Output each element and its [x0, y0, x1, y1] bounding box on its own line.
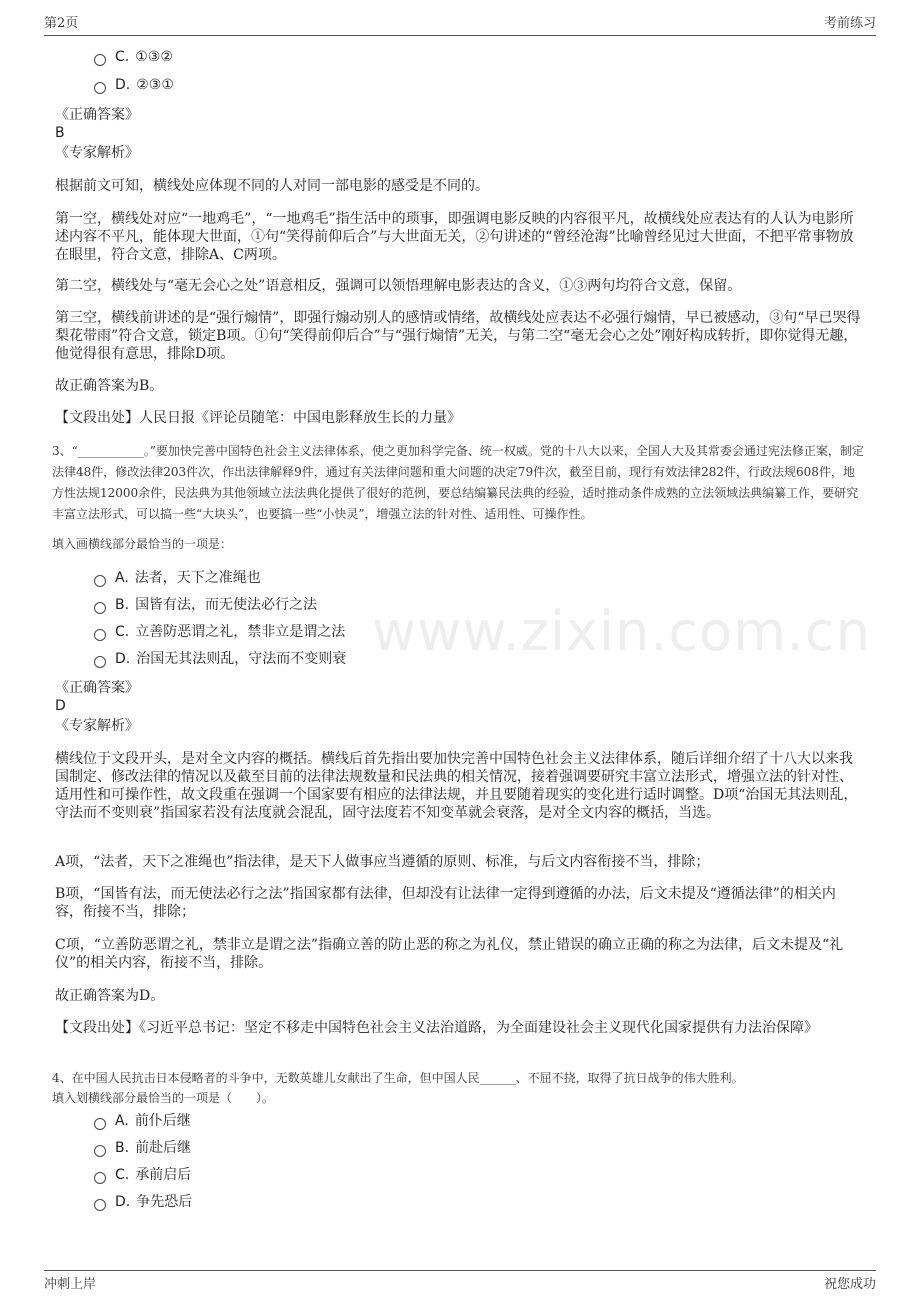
option-letter: A. — [115, 1113, 129, 1129]
analysis-conclusion: 故正确答案为D。 — [55, 988, 165, 1004]
option-letter: D. — [115, 1194, 131, 1210]
option-a[interactable] — [94, 569, 261, 587]
question-stem: 3、“___________。”要加快完善中国特色社会主义法律体系，使之更加科学完备、统一权威。党的十八大以来，全国人大及其常委会通过宪法修正案，制定法律48件，修改法律203件次，作出法律解释9件，通过有关法律问题和重大问题的决定79件次，截至目前，现行有效法律282件，行政法规608件，地方性法规12000余件，民法典为其他领域立法法典化提供了很好的范例，要总结编纂民法典的经验，适时推动条件成熟的立法领域法典编纂工作，要研究丰富立法形式，可以搞一些“大块头”，也要搞一些“小快灵”，增强立法的针对性、适用性、可操作性。 — [52, 444, 864, 521]
option-b[interactable] — [94, 596, 317, 614]
source-citation: 【文段出处】《习近平总书记：坚定不移走中国特色社会主义法治道路，为全面建设社会主义现代化国家提供有力法治保障》 — [55, 1020, 818, 1036]
radio-icon[interactable] — [94, 82, 106, 94]
analysis-paragraph: A项，“法者，天下之准绳也”指法律，是天下人做事应当遵循的原则、标准，与后文内容衔接不当，排除； — [55, 854, 710, 870]
option-d[interactable] — [94, 76, 174, 94]
option-d[interactable] — [94, 650, 346, 668]
watermark: www.zixin.com.cn — [372, 600, 871, 663]
analysis-paragraph: 根据前文可知，横线处应体现不同的人对同一部电影的感受是不同的。 — [55, 178, 489, 194]
option-text: 前仆后继 — [134, 1113, 191, 1129]
analysis-paragraph: 第一空，横线处对应“一地鸡毛”，“一地鸡毛”指生活中的琐事，即强调电影反映的内容很平凡，故横线处应表达有的人认为电影所述内容不平凡，能体现大世面，①句“笑得前仰后合”与大世面无关，②句讲述的“曾经沧海”比喻曾经见过大世面，不把平常事物放在眼里，符合文意，排除A、C两项。 — [55, 211, 854, 263]
answer-label: 《正确答案》 — [55, 680, 139, 696]
option-text: ②③① — [136, 77, 174, 93]
option-text: 争先恐后 — [136, 1194, 193, 1210]
option-b[interactable] — [94, 1139, 191, 1157]
answer-value: B — [55, 125, 65, 141]
option-c[interactable] — [94, 1166, 191, 1184]
radio-icon[interactable] — [94, 54, 106, 66]
option-text: 承前启后 — [135, 1167, 192, 1183]
radio-icon[interactable] — [94, 1172, 106, 1184]
option-text: 治国无其法则乱，守法而不变则衰 — [136, 651, 347, 667]
radio-icon[interactable] — [94, 629, 106, 641]
option-letter: D. — [115, 77, 131, 93]
answer-value: D — [55, 698, 66, 714]
answer-label: 《正确答案》 — [55, 107, 139, 123]
radio-icon[interactable] — [94, 575, 106, 587]
analysis-label: 《专家解析》 — [55, 145, 139, 161]
radio-icon[interactable] — [94, 656, 106, 668]
analysis-conclusion: 故正确答案为B。 — [55, 378, 164, 394]
option-c[interactable] — [94, 48, 173, 66]
radio-icon[interactable] — [94, 1145, 106, 1157]
footer-right-text: 祝您成功 — [823, 1277, 876, 1292]
page-number: 第2页 — [44, 16, 79, 31]
option-text: 前赴后继 — [135, 1140, 192, 1156]
analysis-paragraph: B项，“国皆有法，而无使法必行之法”指国家都有法律，但却没有让法律一定得到遵循的办法，后文未提及“遵循法律”的相关内容，衔接不当，排除； — [55, 886, 836, 920]
analysis-paragraph: 第二空，横线处与“毫无会心之处”语意相反，强调可以领悟理解电影表达的含义，①③两句均符合文意，保留。 — [55, 278, 742, 294]
radio-icon[interactable] — [94, 602, 106, 614]
header-title: 考前练习 — [823, 16, 876, 31]
option-letter: C. — [115, 49, 130, 65]
source-citation: 【文段出处】人民日报《评论员随笔：中国电影释放生长的力量》 — [55, 410, 461, 426]
question-stem: 4、在中国人民抗击日本侵略者的斗争中，无数英雄儿女献出了生命，但中国人民______、不屈不挠，取得了抗日战争的伟大胜利。 — [52, 1071, 744, 1085]
option-letter: A. — [115, 570, 129, 586]
option-d[interactable] — [94, 1193, 192, 1211]
option-letter: D. — [115, 651, 131, 667]
analysis-label: 《专家解析》 — [55, 718, 139, 734]
option-text: 法者，天下之准绳也 — [134, 570, 261, 586]
option-text: 国皆有法，而无使法必行之法 — [135, 597, 318, 613]
option-text: 立善防恶谓之礼，禁非立是谓之法 — [135, 624, 346, 640]
option-a[interactable] — [94, 1112, 191, 1130]
footer-left-text: 冲刺上岸 — [44, 1277, 97, 1292]
option-letter: C. — [115, 1167, 130, 1183]
option-c[interactable] — [94, 623, 345, 641]
page-header — [44, 12, 876, 36]
page-footer — [44, 1270, 876, 1292]
option-letter: C. — [115, 624, 130, 640]
option-letter: B. — [115, 1140, 130, 1156]
question-prompt: 填入划横线部分最恰当的一项是（ ）。 — [52, 1091, 275, 1105]
option-text: ①③② — [135, 49, 173, 65]
radio-icon[interactable] — [94, 1118, 106, 1130]
question-prompt: 填入画横线部分最恰当的一项是： — [52, 537, 233, 551]
analysis-paragraph: 横线位于文段开头，是对全文内容的概括。横线后首先指出要加快完善中国特色社会主义法律体系，随后详细介绍了十八大以来我国制定、修改法律的情况以及截至目前的法律法规数量和民法典的相关情况，接着强调要研究丰富立法形式，增强立法的针对性、适用性和可操作性，故文段重在强调一个国家要有相应的法律法规，并且要随着现实的变化进行适时调整。D项“治国无其法则乱，守法而不变则衰”指国家若没有法度就会混乱，固守法度若不知变革就会衰落，是对全文内容的概括，当选。 — [55, 751, 858, 821]
radio-icon[interactable] — [94, 1199, 106, 1211]
option-letter: B. — [115, 597, 130, 613]
analysis-paragraph: 第三空，横线前讲述的是“强行煽情”，即强行煽动别人的感情或情绪，故横线处应表达不必强行煽情，早已被感动，③句“早已哭得梨花带雨”符合文意，锁定B项。①句“笑得前仰后合”与“强行煽情”无关，与第二空“毫无会心之处”刚好构成转折，即你觉得无趣，他觉得很有意思，排除D项。 — [55, 310, 861, 362]
analysis-paragraph: C项，“立善防恶谓之礼，禁非立是谓之法”指确立善的防止恶的称之为礼仪，禁止错误的确立正确的称之为法律，后文未提及“礼仪”的相关内容，衔接不当，排除。 — [55, 937, 844, 971]
